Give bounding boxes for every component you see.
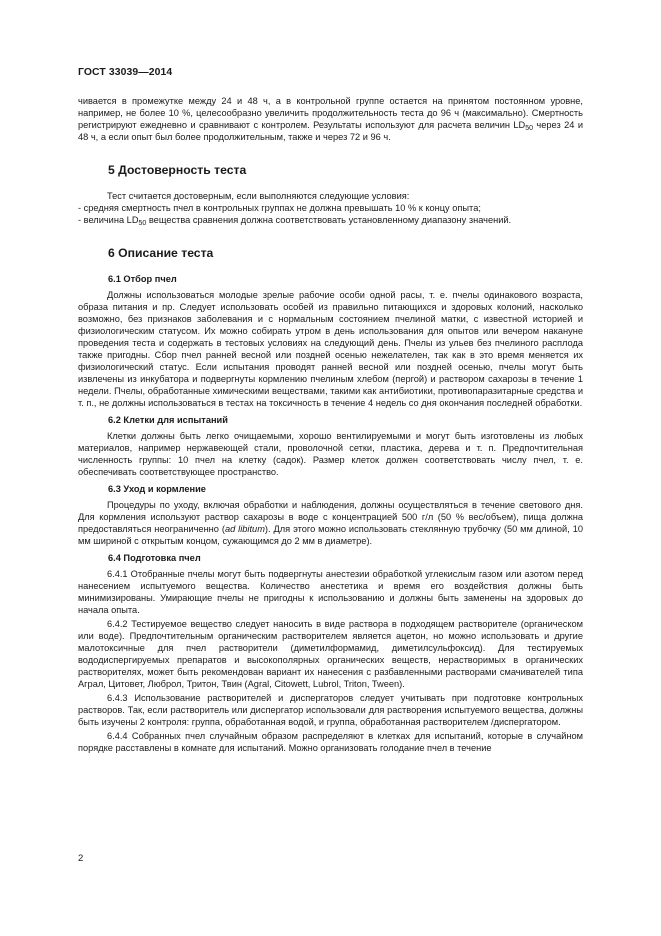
- item-text-part: - величина LD: [78, 215, 139, 225]
- paragraph-6-4-1: 6.4.1 Отобранные пчелы могут быть подвергнуты анестезии обработкой углекислым газом или азотом перед нанесением испытуемого вещества. Количество анестетика и время его воздействия должны быть минимизированы. Умирающие пчелы не пригодны к использованию и должны быть заменены на здоровых до начала опыта.: [78, 569, 583, 615]
- section-5-heading: 5 Достоверность теста: [108, 163, 247, 177]
- subsection-6-3-heading: 6.3 Уход и кормление: [108, 484, 206, 494]
- section-5-item: - средняя смертность пчел в контрольных группах не должна превышать 10 % к концу опыта;: [78, 203, 481, 213]
- page-content: [78, 95, 583, 754]
- subsection-6-3-text: [78, 499, 583, 547]
- intro-text-part: через 24 и 48 ч, а если опыт был более продолжительным, также и через 72 и 96 ч.: [78, 120, 583, 142]
- paragraph-6-4-3: 6.4.3 Использование растворителей и диспергаторов следует учитывать при подготовке контрольных растворов. Так, если растворитель или диспергатор использовали для растворения испытуемого вещества, должны быть изучены 2 контроля: группа, обработанная водой, и группа, обработанная растворителем /диспергатором.: [78, 693, 583, 727]
- italic-term: ad libitum: [224, 524, 265, 534]
- paragraph-6-4-2: 6.4.2 Тестируемое вещество следует наносить в виде раствора в подходящем растворителе (органическом или воде). Предпочтительным органическим растворителем является ацетон, но можно использовать и другие малотоксичные для пчел растворители (диметилформамид, диметилсульфоксид). Для тестируемых вододиспергируемых препаратов и высокополярных органических веществ, нерастворимых в органических растворителях, может быть рекомендован вариант их нанесения с разбавленными растворами смачивателей типа Аграл, Цитовет, Люброл, Тритон, Твин (Agral, Citowett, Lubrol, Triton, Tween).: [78, 619, 583, 689]
- section-5-item: [78, 214, 583, 226]
- page-number: 2: [78, 853, 84, 864]
- subscript: 50: [525, 125, 534, 132]
- item-text-part: вещества сравнения должна соответствовать установленному диапазону значений.: [146, 215, 512, 225]
- text-part: ). Для этого можно использовать стеклянную трубочку (50 мм длиной, 10 мм шириной с открытым концом, сужающимся до 2 мм в диаметре).: [78, 524, 583, 546]
- page-header: ГОСТ 33039—2014: [78, 67, 173, 78]
- subsection-6-2-heading: 6.2 Клетки для испытаний: [108, 415, 228, 425]
- intro-text-part: чивается в промежутке между 24 и 48 ч, а в контрольной группе остается на принятом постоянном уровне, например, не более 10 %, целесообразно увеличить продолжительность теста до 96 ч (максимально). Смертность регистрируют ежедневно и сравнивают с контролем. Результаты используют для расчета величин LD: [78, 96, 583, 130]
- section-5-intro: Тест считается достоверным, если выполняются следующие условия:: [107, 191, 410, 201]
- text-part: Процедуры по уходу, включая обработки и наблюдения, должны осуществляться в течение светового дня. Для кормления используют раствор сахарозы в воде с концентрацией 500 г/л (50 % вес/объем), пища должна предоставляться неограниченно (: [78, 500, 583, 534]
- subsection-6-2-text: Клетки должны быть легко очищаемыми, хорошо вентилируемыми и могут быть изготовлены из любых материалов, например нержавеющей стали, проволочной сетки, пластика, дерева и т. п. Предпочтительная численность группы: 10 пчел на клетку (садок). Размер клеток должен соответствовать числу пчел, т. е. обеспечивать соответствующее пространство.: [78, 431, 583, 477]
- paragraph-6-4-4: 6.4.4 Собранных пчел случайным образом распределяют в клетках для испытаний, которые в случайном порядке расставлены в комнате для испытаний. Можно организовать голодание пчел в течение: [78, 731, 583, 753]
- section-6-heading: 6 Описание теста: [108, 246, 214, 260]
- intro-paragraph: [78, 95, 583, 143]
- subscript: 50: [138, 220, 147, 227]
- subsection-6-1-heading: 6.1 Отбор пчел: [108, 274, 177, 284]
- subsection-6-4-heading: 6.4 Подготовка пчел: [108, 553, 201, 563]
- subsection-6-1-text: Должны использоваться молодые зрелые рабочие особи одной расы, т. е. пчелы одинакового возраста, образа питания и пр. Следует использовать особей из правильно питающихся и здоровых колоний, насколько возможно, без признаков заболевания и с нормальным состоянием пчелиной матки, с известной историей и физиологическим статусом. Их можно собирать утром в день использования для опытов или вечером накануне проведения теста и содержать в тестовых условиях на следующий день. Пчелы из ульев без пчелиного расплода также пригодны. Сбор пчел ранней весной или поздней осенью нежелателен, так как в это время меняется их физиологический статус. Если испытания проводят ранней весной или поздней осенью, пчелы могут быть извлечены из инкубатора и подвергнуты кормлению пчелиным хлебом (пергой) и раствором сахарозы в течение 1 недели. Пчелы, обработанные химическими веществами, такими как антибиотики, противопаразитарные средства и т. п., не должны использоваться в тестах на токсичность в течение 4 недель со дня окончания последней обработки.: [78, 290, 583, 408]
